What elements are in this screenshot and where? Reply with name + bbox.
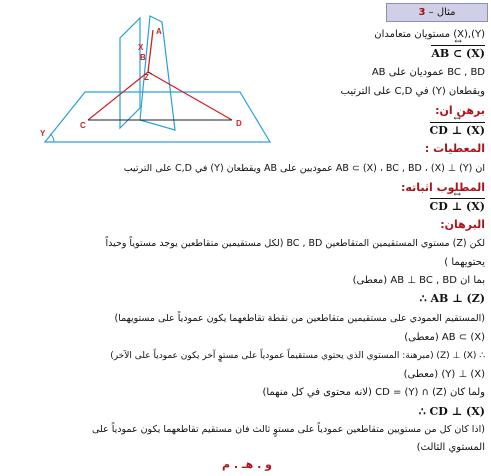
- givens-text: ان (Y) ⊥ (X) ، AB ⊂ (X) ، BC , BD عموديين على AB ويقطعان (Y) في C,D على الترتيب: [123, 163, 485, 174]
- label-c: C: [80, 121, 86, 130]
- proof-line-8: ولما كان (Z) ∩ (Y) = CD (لانه محتوى في كل منهما): [262, 387, 485, 398]
- proof-line-4: (المستقيم العمودي على مستقيمين متقاطعين من نقطة تقاطعهما يكون عمودياً على مستويهما): [114, 313, 485, 324]
- proof-line-1: لكن (Z) مستوي المستقيمين المتقاطعين BC , BD (لكل مستقيمين متقاطعين يوجد مستوياً وحيداً: [105, 238, 485, 249]
- end-mark: و . هـ . م: [222, 458, 272, 471]
- prove-formula-text: CD ⊥ (X) ↔: [430, 124, 485, 137]
- given-line-1: (Y),(X) مستويان متعامدان: [374, 29, 485, 40]
- segment-bd: [148, 72, 232, 120]
- given-line-2-text: AB ⊂ (X) ↔: [431, 47, 485, 60]
- label-x: X: [138, 43, 144, 52]
- plane-y: [45, 92, 270, 142]
- proof-line-1b: يحتويهما ): [444, 257, 485, 268]
- given-line-3: BC , BD عموديان على AB: [371, 67, 485, 78]
- givens-heading: المعطيات :: [424, 142, 485, 155]
- required-heading: المطلوب اثباته:: [401, 181, 485, 194]
- example-badge-number: 3: [418, 7, 426, 18]
- proof-line-10: (اذا كان كل من مستويين متقاطعين عمودياً على مستوٍ ثالث فان مستقيم تقاطعهما يكون عمودياً على: [91, 424, 485, 435]
- prove-formula: [430, 124, 485, 137]
- label-z: Z: [144, 73, 149, 82]
- proof-line-2: بما ان AB ⊥ BC , BD (معطى): [352, 275, 485, 286]
- proof-line-7: (X) ⊥ (Y) (معطى): [403, 369, 485, 380]
- label-b: B: [140, 53, 146, 62]
- example-badge: [386, 3, 488, 22]
- proof-line-3: ∴ AB ⊥ (Z): [419, 292, 485, 305]
- required-formula-text: CD ⊥ (X) ↔: [430, 200, 485, 213]
- segment-ab: [148, 30, 153, 72]
- proof-line-10b: المستوي الثالث): [416, 442, 485, 453]
- proof-heading: البرهان:: [440, 218, 485, 231]
- given-line-2: [431, 47, 485, 60]
- label-a: A: [156, 27, 162, 36]
- example-badge-prefix: مثال –: [428, 7, 456, 18]
- plane-x: [120, 18, 140, 128]
- proof-line-6: ∴ (X) ⊥ (Z) (مبرهنة: المستوي الذي يحتوي مستقيماً عمودياً على مستوٍ آخر يكون عمودياً على الآخر): [110, 351, 485, 361]
- prove-heading: برهن ان:: [435, 104, 485, 117]
- proof-line-9: ∴ CD ⊥ (X): [418, 405, 485, 418]
- given-line-4: ويقطعان (Y) في C,D على الترتيب: [340, 86, 485, 97]
- label-d: D: [236, 119, 242, 128]
- geometry-figure: [0, 0, 300, 150]
- proof-line-5: AB ⊂ (X) (معطى): [404, 332, 485, 343]
- label-y: Y: [40, 129, 46, 138]
- segment-bc: [88, 72, 148, 120]
- required-formula: [430, 200, 485, 213]
